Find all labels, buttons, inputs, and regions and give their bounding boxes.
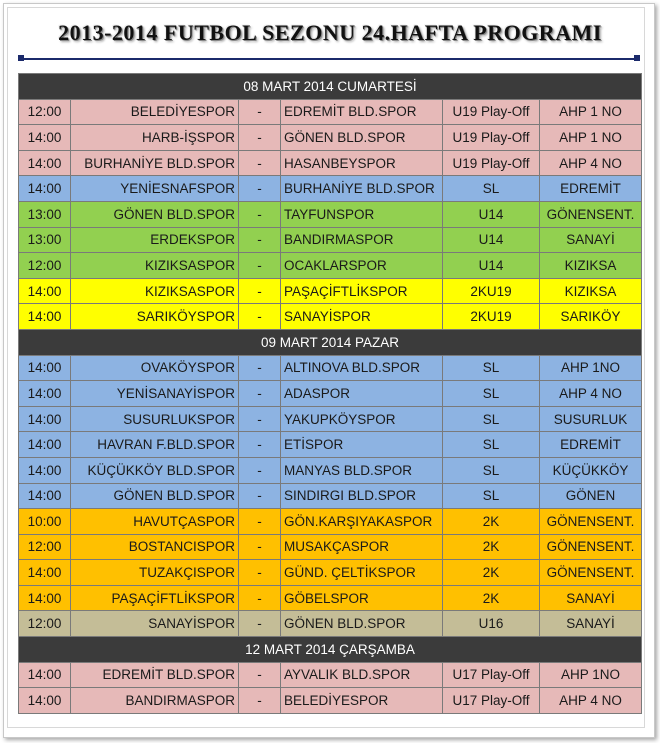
match-time: 14:00 <box>19 150 71 176</box>
match-category: 2K <box>443 509 540 535</box>
match-time: 14:00 <box>19 560 71 586</box>
match-row <box>19 534 642 560</box>
vs-separator: - <box>239 304 281 330</box>
away-team: HASANBEYSPOR <box>281 150 443 176</box>
home-team: GÖNEN BLD.SPOR <box>71 201 239 227</box>
match-time: 14:00 <box>19 304 71 330</box>
away-team: TAYFUNSPOR <box>281 201 443 227</box>
vs-separator: - <box>239 688 281 714</box>
match-venue: AHP 4 NO <box>540 150 642 176</box>
match-row <box>19 227 642 253</box>
match-row <box>19 688 642 714</box>
match-category: 2K <box>443 534 540 560</box>
home-team: KIZIKSASPOR <box>71 253 239 279</box>
page-title: 2013-2014 FUTBOL SEZONU 24.HAFTA PROGRAMI <box>58 20 602 45</box>
vs-separator: - <box>239 406 281 432</box>
away-team: GÖNEN BLD.SPOR <box>281 611 443 637</box>
match-row <box>19 304 642 330</box>
vs-separator: - <box>239 534 281 560</box>
home-team: SANAYİSPOR <box>71 611 239 637</box>
match-venue: GÖNENSENT. <box>540 560 642 586</box>
match-venue: KIZIKSA <box>540 253 642 279</box>
match-category: 2KU19 <box>443 304 540 330</box>
vs-separator: - <box>239 662 281 688</box>
match-category: SL <box>443 381 540 407</box>
match-row <box>19 278 642 304</box>
date-header-row <box>19 329 642 355</box>
vs-separator: - <box>239 355 281 381</box>
match-time: 12:00 <box>19 534 71 560</box>
away-team: SANAYİSPOR <box>281 304 443 330</box>
away-team: EDREMİT BLD.SPOR <box>281 99 443 125</box>
vs-separator: - <box>239 150 281 176</box>
home-team: HAVRAN F.BLD.SPOR <box>71 432 239 458</box>
match-time: 12:00 <box>19 611 71 637</box>
date-header-row <box>19 637 642 663</box>
match-category: 2K <box>443 585 540 611</box>
match-venue: SANAYİ <box>540 227 642 253</box>
vs-separator: - <box>239 201 281 227</box>
vs-separator: - <box>239 99 281 125</box>
match-time: 14:00 <box>19 355 71 381</box>
match-venue: EDREMİT <box>540 432 642 458</box>
home-team: TUZAKÇISPOR <box>71 560 239 586</box>
match-category: SL <box>443 432 540 458</box>
match-row <box>19 355 642 381</box>
vs-separator: - <box>239 457 281 483</box>
home-team: HAVUTÇASPOR <box>71 509 239 535</box>
match-row <box>19 150 642 176</box>
match-category: SL <box>443 176 540 202</box>
match-row <box>19 99 642 125</box>
home-team: YENİSANAYİSPOR <box>71 381 239 407</box>
match-category: U19 Play-Off <box>443 150 540 176</box>
match-row <box>19 509 642 535</box>
away-team: MANYAS BLD.SPOR <box>281 457 443 483</box>
match-row <box>19 457 642 483</box>
home-team: OVAKÖYSPOR <box>71 355 239 381</box>
date-header: 08 MART 2014 CUMARTESİ <box>19 74 642 100</box>
schedule-body <box>19 74 642 714</box>
home-team: ERDEKSPOR <box>71 227 239 253</box>
vs-separator: - <box>239 483 281 509</box>
match-row <box>19 406 642 432</box>
match-category: U14 <box>443 201 540 227</box>
match-time: 13:00 <box>19 201 71 227</box>
match-category: U19 Play-Off <box>443 99 540 125</box>
vs-separator: - <box>239 560 281 586</box>
match-category: SL <box>443 406 540 432</box>
match-venue: KIZIKSA <box>540 278 642 304</box>
home-team: EDREMİT BLD.SPOR <box>71 662 239 688</box>
match-time: 12:00 <box>19 253 71 279</box>
match-time: 14:00 <box>19 406 71 432</box>
away-team: GÖNEN BLD.SPOR <box>281 125 443 151</box>
match-venue: GÖNEN <box>540 483 642 509</box>
date-header: 09 MART 2014 PAZAR <box>19 329 642 355</box>
match-row <box>19 176 642 202</box>
match-venue: AHP 4 NO <box>540 381 642 407</box>
match-category: SL <box>443 483 540 509</box>
date-header-row <box>19 74 642 100</box>
match-row <box>19 560 642 586</box>
away-team: AYVALIK BLD.SPOR <box>281 662 443 688</box>
divider-right-dot <box>634 55 640 61</box>
match-venue: AHP 1NO <box>540 355 642 381</box>
vs-separator: - <box>239 176 281 202</box>
away-team: GÜND. ÇELTİKSPOR <box>281 560 443 586</box>
match-row <box>19 611 642 637</box>
home-team: SUSURLUKSPOR <box>71 406 239 432</box>
match-category: 2KU19 <box>443 278 540 304</box>
away-team: BANDIRMASPOR <box>281 227 443 253</box>
match-time: 14:00 <box>19 432 71 458</box>
match-venue: SUSURLUK <box>540 406 642 432</box>
match-category: SL <box>443 355 540 381</box>
match-venue: GÖNENSENT. <box>540 534 642 560</box>
home-team: HARB-İŞSPOR <box>71 125 239 151</box>
away-team: GÖBELSPOR <box>281 585 443 611</box>
match-row <box>19 585 642 611</box>
vs-separator: - <box>239 381 281 407</box>
match-venue: SANAYİ <box>540 611 642 637</box>
vs-separator: - <box>239 253 281 279</box>
home-team: BOSTANCISPOR <box>71 534 239 560</box>
away-team: OCAKLARSPOR <box>281 253 443 279</box>
home-team: KIZIKSASPOR <box>71 278 239 304</box>
home-team: KÜÇÜKKÖY BLD.SPOR <box>71 457 239 483</box>
match-time: 13:00 <box>19 227 71 253</box>
home-team: YENİESNAFSPOR <box>71 176 239 202</box>
away-team: GÖN.KARŞIYAKASPOR <box>281 509 443 535</box>
match-time: 14:00 <box>19 176 71 202</box>
vs-separator: - <box>239 509 281 535</box>
match-row <box>19 125 642 151</box>
match-time: 14:00 <box>19 662 71 688</box>
match-venue: SANAYİ <box>540 585 642 611</box>
away-team: SINDIRGI BLD.SPOR <box>281 483 443 509</box>
match-venue: AHP 4 NO <box>540 688 642 714</box>
home-team: BURHANİYE BLD.SPOR <box>71 150 239 176</box>
match-row <box>19 432 642 458</box>
home-team: BELEDİYESPOR <box>71 99 239 125</box>
match-venue: GÖNENSENT. <box>540 509 642 535</box>
match-venue: GÖNENSENT. <box>540 201 642 227</box>
home-team: PAŞAÇİFTLİKSPOR <box>71 585 239 611</box>
match-time: 14:00 <box>19 483 71 509</box>
vs-separator: - <box>239 585 281 611</box>
away-team: YAKUPKÖYSPOR <box>281 406 443 432</box>
vs-separator: - <box>239 227 281 253</box>
match-time: 14:00 <box>19 688 71 714</box>
match-row <box>19 483 642 509</box>
match-time: 14:00 <box>19 125 71 151</box>
away-team: ETİSPOR <box>281 432 443 458</box>
match-venue: AHP 1NO <box>540 662 642 688</box>
match-category: SL <box>443 457 540 483</box>
match-category: 2K <box>443 560 540 586</box>
match-venue: AHP 1 NO <box>540 125 642 151</box>
match-category: U14 <box>443 227 540 253</box>
match-time: 14:00 <box>19 381 71 407</box>
match-category: U17 Play-Off <box>443 662 540 688</box>
match-row <box>19 253 642 279</box>
away-team: MUSAKÇASPOR <box>281 534 443 560</box>
match-venue: AHP 1 NO <box>540 99 642 125</box>
away-team: ADASPOR <box>281 381 443 407</box>
away-team: ALTINOVA BLD.SPOR <box>281 355 443 381</box>
vs-separator: - <box>239 125 281 151</box>
match-venue: EDREMİT <box>540 176 642 202</box>
vs-separator: - <box>239 432 281 458</box>
away-team: BURHANİYE BLD.SPOR <box>281 176 443 202</box>
match-time: 10:00 <box>19 509 71 535</box>
match-row <box>19 381 642 407</box>
vs-separator: - <box>239 611 281 637</box>
vs-separator: - <box>239 278 281 304</box>
match-row <box>19 662 642 688</box>
match-time: 14:00 <box>19 457 71 483</box>
match-time: 12:00 <box>19 99 71 125</box>
match-category: U14 <box>443 253 540 279</box>
away-team: BELEDİYESPOR <box>281 688 443 714</box>
match-venue: SARIKÖY <box>540 304 642 330</box>
match-venue: KÜÇÜKKÖY <box>540 457 642 483</box>
home-team: SARIKÖYSPOR <box>71 304 239 330</box>
home-team: BANDIRMASPOR <box>71 688 239 714</box>
match-time: 14:00 <box>19 278 71 304</box>
match-category: U16 <box>443 611 540 637</box>
match-category: U17 Play-Off <box>443 688 540 714</box>
away-team: PAŞAÇİFTLİKSPOR <box>281 278 443 304</box>
match-category: U19 Play-Off <box>443 125 540 151</box>
match-time: 14:00 <box>19 585 71 611</box>
schedule-table <box>18 73 642 714</box>
home-team: GÖNEN BLD.SPOR <box>71 483 239 509</box>
title-divider <box>22 58 636 60</box>
divider-left-dot <box>18 55 24 61</box>
match-row <box>19 201 642 227</box>
date-header: 12 MART 2014 ÇARŞAMBA <box>19 637 642 663</box>
